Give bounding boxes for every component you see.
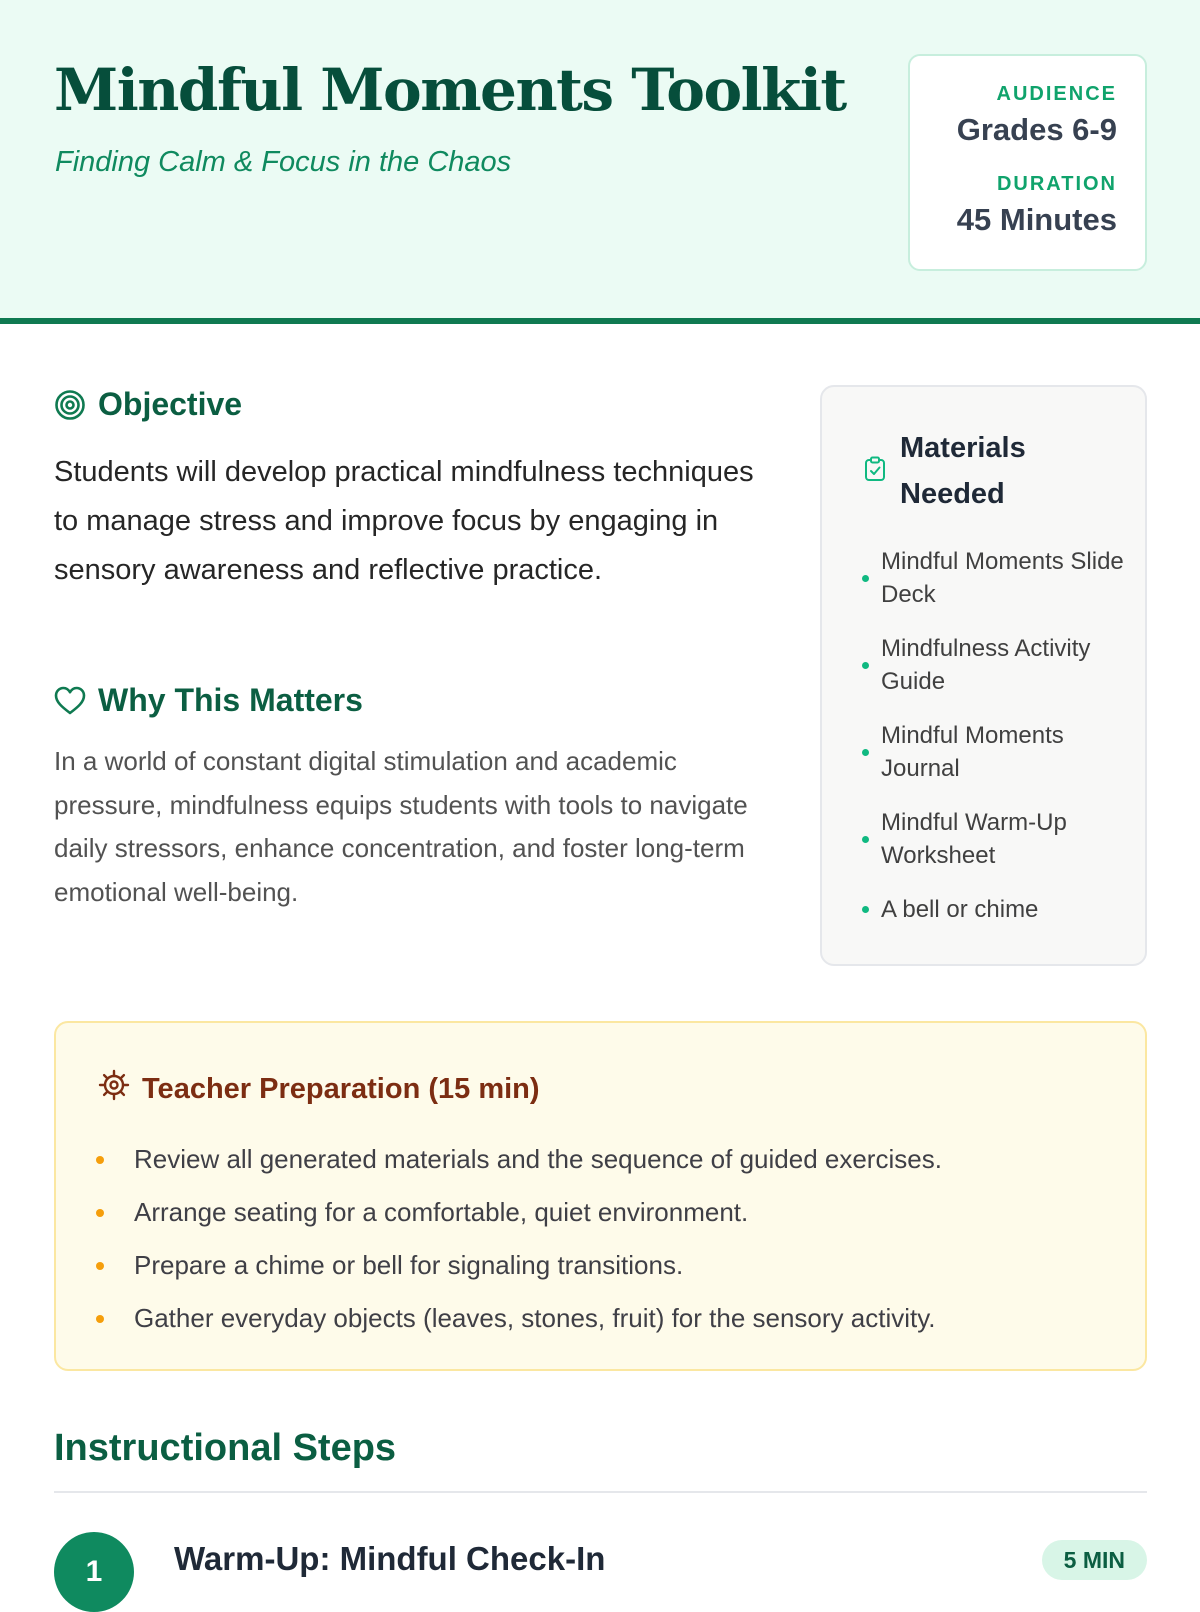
prep-heading <box>98 1069 540 1109</box>
steps-heading: Instructional Steps <box>54 1427 397 1469</box>
list-item: Gather everyday objects (leaves, stones, fruit) for the sensory activity. <box>96 1292 942 1345</box>
duration-badge: 5 MIN <box>1042 1540 1147 1580</box>
why-heading <box>54 682 363 719</box>
list-item: A bell or chime <box>862 893 1132 926</box>
step-number: 1 <box>54 1532 134 1612</box>
bullet <box>96 1209 104 1217</box>
page-subtitle: Finding Calm & Focus in the Chaos <box>55 146 512 178</box>
audience-label: AUDIENCE <box>996 83 1117 105</box>
why-text: In a world of constant digital stimulation and academic pressure, mindfulness equips students with tools to navigate daily stressors, enhance concentration, and foster long-term emotional well-being. <box>54 746 748 907</box>
list-item: Mindful Warm-Up Worksheet <box>862 806 1132 872</box>
bullet <box>862 662 869 669</box>
heart-icon <box>54 686 86 716</box>
materials-card <box>820 385 1147 966</box>
teacher-prep-card <box>54 1021 1147 1371</box>
step-title: Warm-Up: Mindful Check-In <box>174 1540 606 1577</box>
step-item <box>54 1532 1147 1600</box>
bullet <box>862 836 869 843</box>
gear-icon <box>98 1069 130 1109</box>
materials-list <box>862 545 1132 947</box>
objective-text: Students will develop practical mindfulness techniques to manage stress and improve focus by engaging in sensory awareness and reflective practice. <box>54 456 754 586</box>
page-title: Mindful Moments Toolkit <box>54 56 846 124</box>
bullet <box>96 1156 104 1164</box>
list-item: Mindful Moments Journal <box>862 719 1132 785</box>
audience-value: Grades 6-9 <box>956 112 1117 147</box>
bullet <box>862 575 869 582</box>
list-item: Arrange seating for a comfortable, quiet environment. <box>96 1186 942 1239</box>
prep-heading-text: Teacher Preparation (15 min) <box>142 1072 540 1105</box>
objective-heading <box>54 386 242 423</box>
list-item: Mindful Moments Slide Deck <box>862 545 1132 611</box>
duration-value: 45 Minutes <box>956 202 1117 237</box>
meta-card <box>908 54 1147 271</box>
header <box>0 0 1200 324</box>
target-icon <box>54 389 86 421</box>
bullet <box>96 1262 104 1270</box>
prep-list <box>96 1133 942 1345</box>
duration-label: DURATION <box>996 173 1117 195</box>
bullet <box>862 906 869 913</box>
clipboard-check-icon <box>864 456 886 487</box>
materials-heading-text: Materials Needed <box>900 432 1026 510</box>
list-item: Review all generated materials and the sequence of guided exercises. <box>96 1133 942 1186</box>
why-heading-text: Why This Matters <box>98 682 363 718</box>
list-item: Prepare a chime or bell for signaling transitions. <box>96 1239 942 1292</box>
bullet <box>862 749 869 756</box>
objective-heading-text: Objective <box>98 386 243 422</box>
divider <box>54 1491 1147 1493</box>
list-item: Mindfulness Activity Guide <box>862 632 1132 698</box>
materials-heading <box>864 425 1090 517</box>
bullet <box>96 1315 104 1323</box>
